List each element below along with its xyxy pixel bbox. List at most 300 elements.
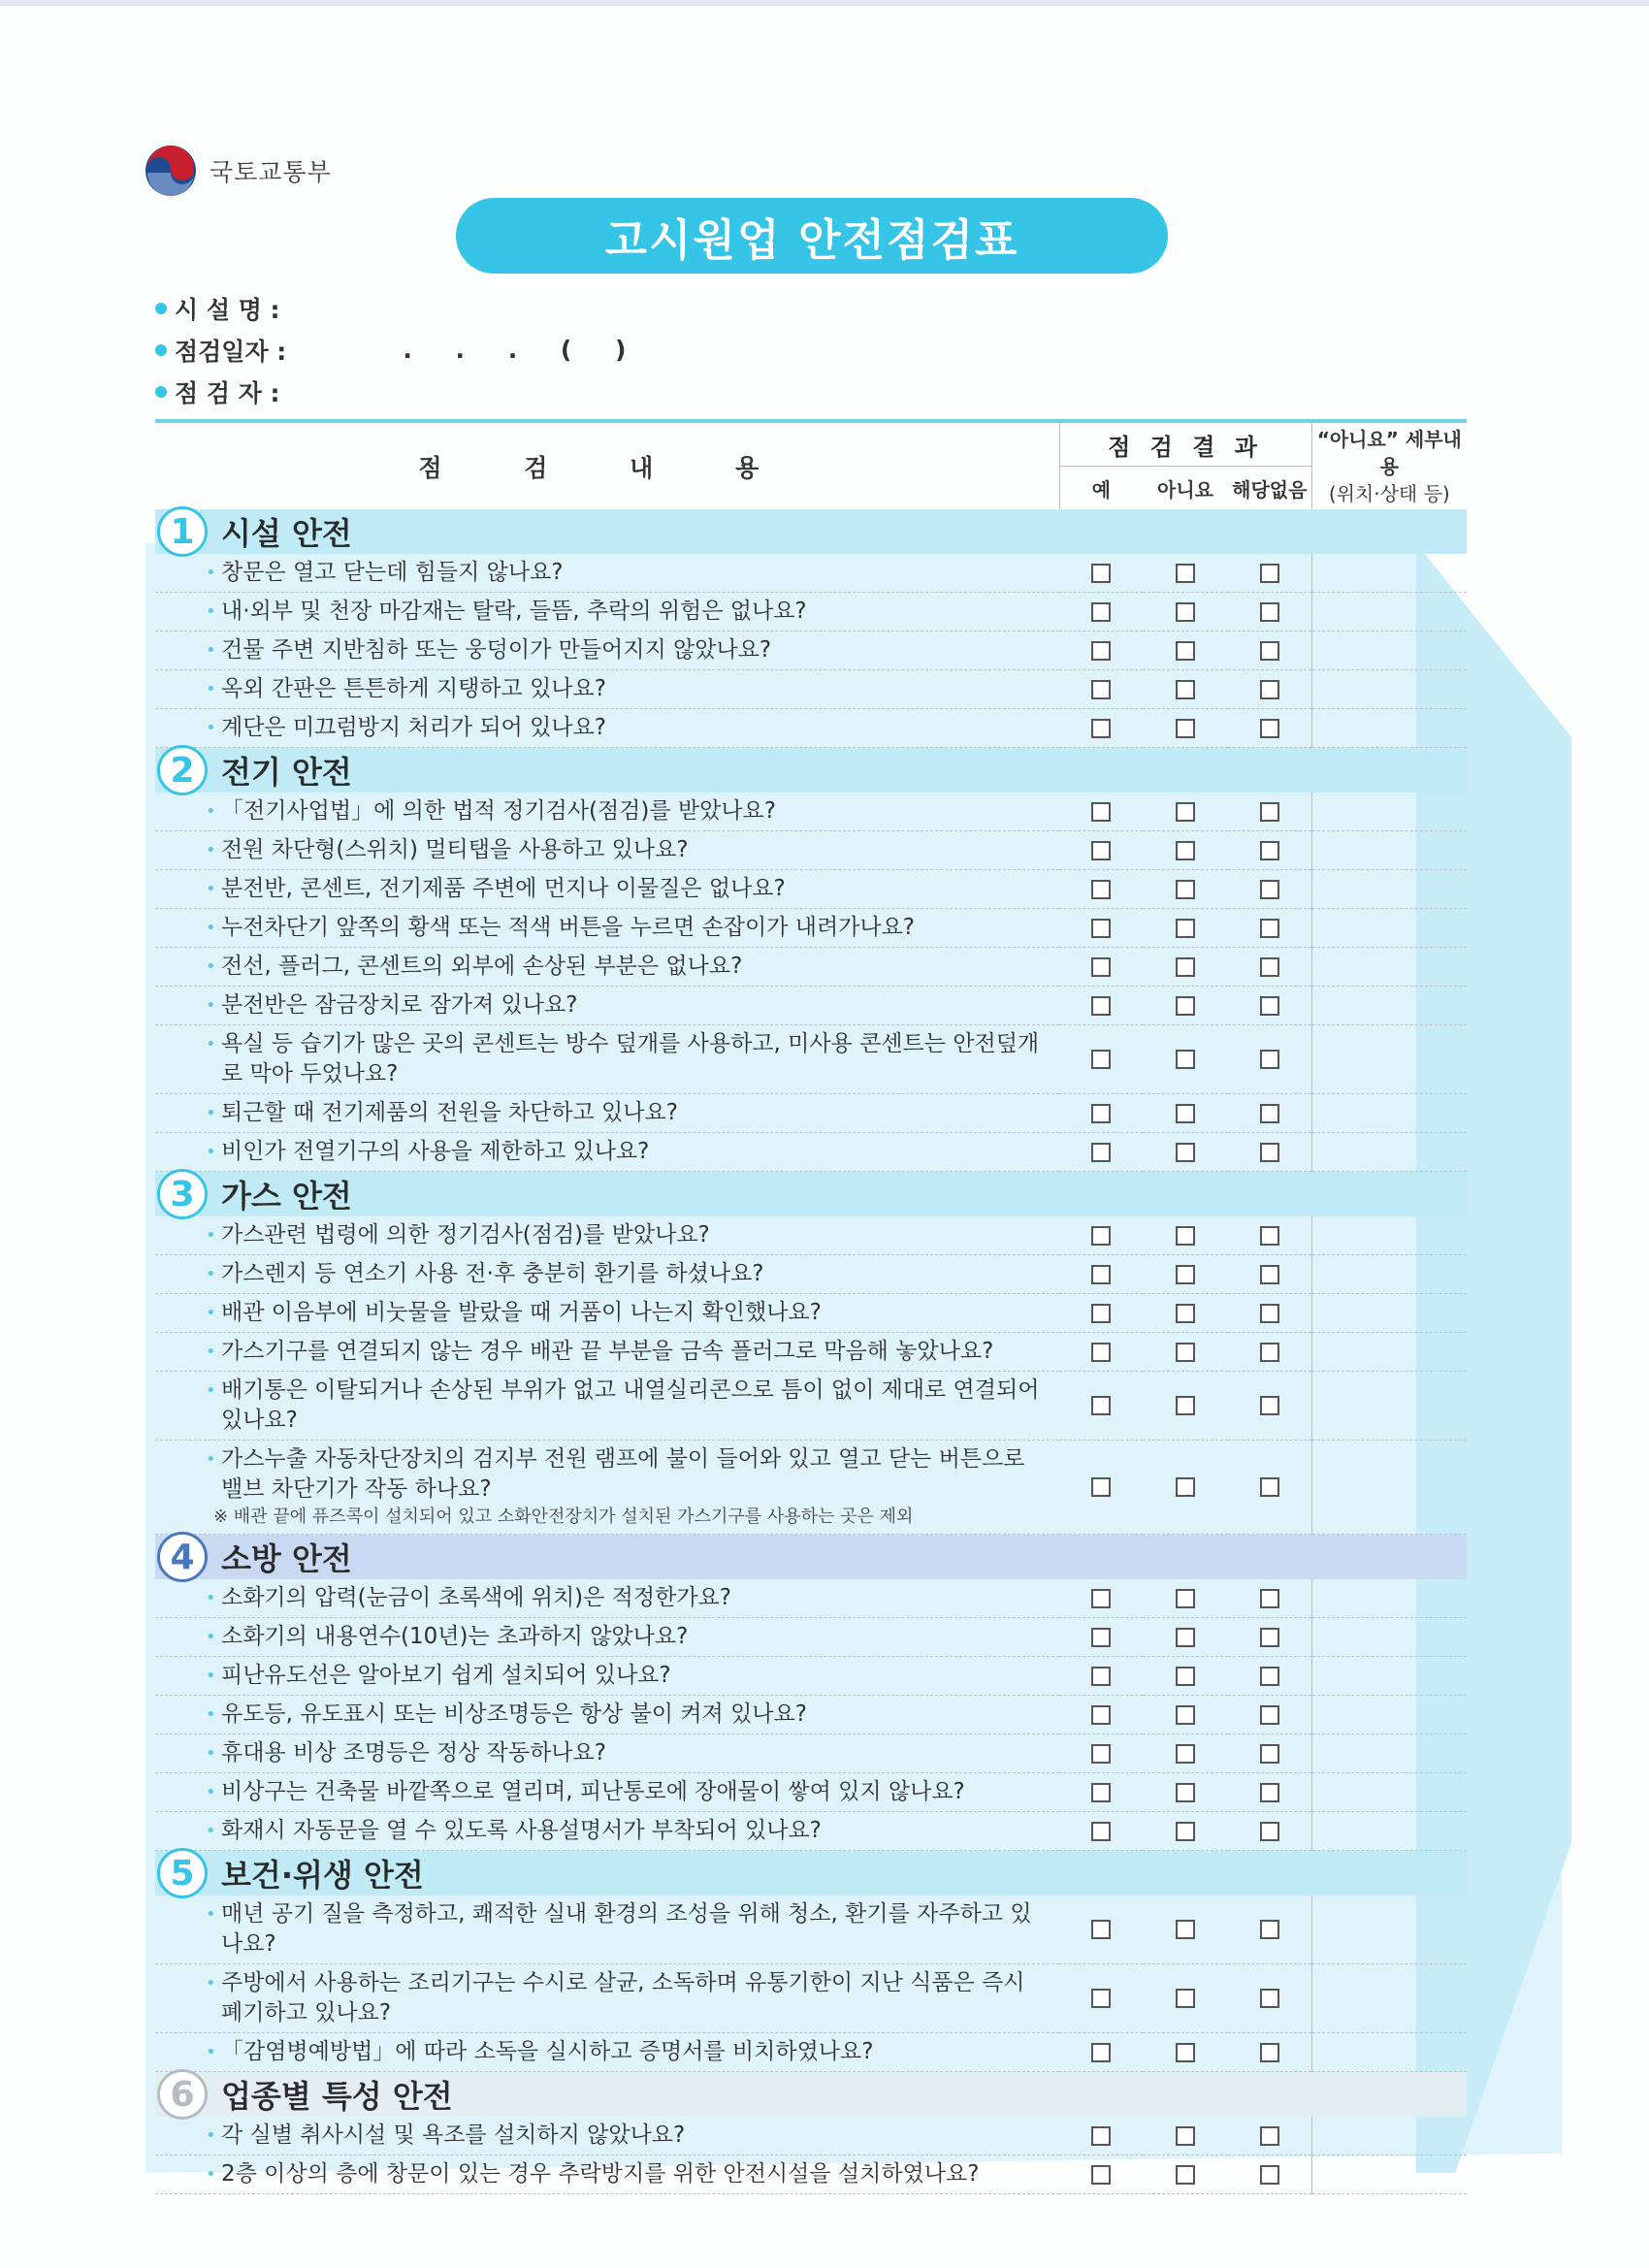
result-cell-yes [1059,870,1143,909]
result-cell-no [1143,1734,1228,1773]
checkbox-no[interactable] [1176,1667,1195,1686]
notes-cell[interactable] [1311,987,1467,1025]
result-cell-na [1228,870,1311,909]
result-cell-no [1143,1333,1228,1372]
result-cell-no [1143,1773,1228,1812]
checkbox-na[interactable] [1260,2126,1279,2146]
result-cell-yes [1059,2033,1143,2072]
result-cell-yes [1059,1734,1143,1773]
checkbox-no[interactable] [1176,1265,1195,1284]
notes-cell[interactable] [1311,1372,1467,1441]
checklist-row [155,1133,1467,1172]
checkbox-no[interactable] [1176,564,1195,583]
checkbox-no[interactable] [1176,1343,1195,1362]
notes-cell[interactable] [1311,2033,1467,2072]
checkbox-yes[interactable] [1091,680,1111,699]
notes-cell[interactable] [1311,1441,1467,1535]
result-cell-na [1228,2117,1311,2155]
checkbox-no[interactable] [1176,841,1195,860]
section-title: 업종별 특성 안전 [221,2078,453,2115]
checkbox-no[interactable] [1176,996,1195,1016]
checkbox-no[interactable] [1176,1143,1195,1162]
checkbox-no[interactable] [1176,2165,1195,2185]
notes-cell[interactable] [1311,632,1467,670]
notes-cell[interactable] [1311,1895,1467,1964]
result-cell-no [1143,870,1228,909]
checkbox-na[interactable] [1260,1104,1279,1123]
notes-cell[interactable] [1311,1133,1467,1172]
checkbox-yes[interactable] [1091,2043,1111,2062]
notes-cell[interactable] [1311,831,1467,870]
result-cell-no [1143,1895,1228,1964]
inspection-date-field[interactable] [155,329,643,371]
checkbox-yes[interactable] [1091,2126,1111,2146]
checkbox-na[interactable] [1260,1343,1279,1362]
checkbox-yes[interactable] [1091,1050,1111,1069]
checklist-question-cell [155,1333,1059,1372]
result-cell-na [1228,1895,1311,1964]
result-cell-no [1143,670,1228,709]
result-cell-no [1143,793,1228,831]
result-cell-yes [1059,1773,1143,1812]
checkbox-no[interactable] [1176,1304,1195,1323]
checklist-question-cell [155,793,1059,831]
checklist-question-cell [155,1094,1059,1133]
checklist-question-cell [155,1025,1059,1094]
bullet-icon [155,386,167,398]
checkbox-na[interactable] [1260,802,1279,822]
notes-cell[interactable] [1311,670,1467,709]
checkbox-na[interactable] [1260,1628,1279,1647]
checkbox-yes[interactable] [1091,641,1111,661]
result-cell-yes [1059,670,1143,709]
notes-cell[interactable] [1311,1964,1467,2033]
checklist-question: 가스관련 법령에 의한 정기검사(점검)를 받았나요? [221,1222,710,1247]
notes-cell[interactable] [1311,909,1467,948]
column-header-yes: 예 [1091,477,1111,502]
notes-cell[interactable] [1311,1294,1467,1333]
checkbox-no[interactable] [1176,680,1195,699]
result-cell-yes [1059,1441,1143,1535]
checklist-question-cell [155,670,1059,709]
result-cell-yes [1059,1294,1143,1333]
checklist-question: 「감염병예방법」에 따라 소독을 실시하고 증명서를 비치하였나요? [221,2039,874,2064]
column-header-na: 해당없음 [1228,467,1311,510]
checkbox-yes[interactable] [1091,880,1111,899]
result-cell-yes [1059,709,1143,748]
result-cell-yes [1059,1579,1143,1618]
checklist-question: 옥외 간판은 튼튼하게 지탱하고 있나요? [221,676,606,701]
checkbox-yes[interactable] [1091,1920,1111,1939]
section-header-inner [155,2072,1467,2117]
checklist-question-cell [155,1579,1059,1618]
result-cell-no [1143,1579,1228,1618]
checkbox-no[interactable] [1176,919,1195,938]
result-cell-na [1228,1333,1311,1372]
section-header-cell [155,1535,1467,1580]
checkbox-no[interactable] [1176,1104,1195,1123]
result-cell-no [1143,948,1228,987]
checkbox-na[interactable] [1260,641,1279,661]
checklist-question-cell [155,1294,1059,1333]
result-cell-no [1143,1812,1228,1851]
notes-cell[interactable] [1311,1579,1467,1618]
result-cell-yes [1059,554,1143,593]
result-cell-no [1143,1094,1228,1133]
result-cell-na [1228,1657,1311,1696]
result-cell-na [1228,909,1311,948]
result-cell-yes [1059,987,1143,1025]
checkbox-na[interactable] [1260,841,1279,860]
result-cell-no [1143,1133,1228,1172]
section-header-cell [155,2072,1467,2118]
checklist-row [155,1734,1467,1773]
result-cell-no [1143,987,1228,1025]
inspector-label: 점 검 자 : [175,378,280,407]
checkbox-yes[interactable] [1091,1304,1111,1323]
result-cell-yes [1059,948,1143,987]
result-cell-yes [1059,831,1143,870]
checklist-question: 각 실별 취사시설 및 욕조를 설치하지 않았나요? [221,2122,686,2148]
result-cell-no [1143,2155,1228,2194]
checkbox-na[interactable] [1260,1783,1279,1802]
notes-cell[interactable] [1311,1025,1467,1094]
result-cell-no [1143,709,1228,748]
result-cell-no [1143,1372,1228,1441]
notes-cell[interactable] [1311,2155,1467,2194]
result-cell-na [1228,1696,1311,1734]
result-cell-na [1228,1094,1311,1133]
checklist-row [155,1773,1467,1812]
taegeuk-logo-icon [144,144,198,198]
checklist-row [155,1372,1467,1441]
checkbox-na[interactable] [1260,1226,1279,1246]
checkbox-yes[interactable] [1091,1705,1111,1725]
checklist-question: 비인가 전열기구의 사용을 제한하고 있나요? [221,1139,650,1164]
notes-cell[interactable] [1311,1094,1467,1133]
checklist-question-cell [155,1216,1059,1255]
checklist-row [155,1964,1467,2033]
checklist-question: 유도등, 유도표시 또는 비상조명등은 항상 불이 켜져 있나요? [221,1701,807,1727]
result-cell-yes [1059,793,1143,831]
checkbox-no[interactable] [1176,880,1195,899]
checkbox-yes[interactable] [1091,1104,1111,1123]
result-cell-yes [1059,1255,1143,1294]
checkbox-yes[interactable] [1091,1396,1111,1415]
checklist-question-cell [155,554,1059,593]
notes-cell[interactable] [1311,2117,1467,2155]
checklist-question: 건물 주변 지반침하 또는 웅덩이가 만들어지지 않았나요? [221,637,772,663]
checklist-question-cell [155,870,1059,909]
column-header-no: 아니요 [1157,477,1213,502]
result-cell-yes [1059,1094,1143,1133]
checklist-question: 매년 공기 질을 측정하고, 쾌적한 실내 환경의 조성을 위해 청소, 환기를 자주하고 있나요? [221,1901,1032,1957]
checkbox-na[interactable] [1260,1705,1279,1725]
checklist-row [155,948,1467,987]
checklist-question: 창문은 열고 닫는데 힘들지 않나요? [221,560,564,585]
checklist-row [155,1657,1467,1696]
checklist-question: 분전반은 잠금장치로 잠가져 있나요? [221,992,578,1018]
checklist-row [155,1094,1467,1133]
checkbox-yes[interactable] [1091,719,1111,738]
checklist-question-cell [155,1964,1059,2033]
result-cell-na [1228,554,1311,593]
checkbox-na[interactable] [1260,1050,1279,1069]
checklist-row [155,1216,1467,1255]
checkbox-na[interactable] [1260,1477,1279,1497]
checkbox-yes[interactable] [1091,919,1111,938]
checklist-question-cell [155,909,1059,948]
checklist-footnote: ※ 배관 끝에 퓨즈콕이 설치되어 있고 소화안전장치가 설치된 가스기구를 사용하는 곳은 제외 [213,1507,914,1527]
checkbox-na[interactable] [1260,996,1279,1016]
checkbox-yes[interactable] [1091,1477,1111,1497]
checkbox-yes[interactable] [1091,1822,1111,1841]
checkbox-no[interactable] [1176,802,1195,822]
checklist-question-cell [155,2033,1059,2072]
result-cell-no [1143,2033,1228,2072]
checklist-row [155,909,1467,948]
checkbox-no[interactable] [1176,1744,1195,1764]
checkbox-yes[interactable] [1091,602,1111,622]
checklist-row [155,1696,1467,1734]
result-cell-no [1143,1441,1228,1535]
checkbox-na[interactable] [1260,564,1279,583]
section-header [155,1172,1467,1217]
checkbox-yes[interactable] [1091,957,1111,977]
checklist-question-cell [155,1441,1059,1535]
checklist-row [155,593,1467,632]
checklist-row [155,2117,1467,2155]
notes-cell[interactable] [1311,1333,1467,1372]
checkbox-no[interactable] [1176,1050,1195,1069]
checklist-question-cell [155,2155,1059,2194]
notes-cell[interactable] [1311,948,1467,987]
result-cell-no [1143,1255,1228,1294]
checkbox-yes[interactable] [1091,996,1111,1016]
result-cell-na [1228,1255,1311,1294]
checkbox-no[interactable] [1176,1920,1195,1939]
result-cell-yes [1059,1025,1143,1094]
checkbox-na[interactable] [1260,1396,1279,1415]
result-cell-na [1228,1133,1311,1172]
inspector-field[interactable] [155,371,643,412]
checkbox-no[interactable] [1176,2126,1195,2146]
section-title: 시설 안전 [221,515,352,552]
checkbox-yes[interactable] [1091,564,1111,583]
notes-cell[interactable] [1311,1696,1467,1734]
checklist-question: 「전기사업법」에 의한 법적 정기검사(점검)를 받았나요? [221,798,776,824]
checklist-question: 가스누출 자동차단장치의 검지부 전원 램프에 불이 들어와 있고 열고 닫는 버튼으로 밸브 차단기가 작동 하나요? [221,1446,1025,1502]
checkbox-no[interactable] [1176,1822,1195,1841]
checkbox-no[interactable] [1176,1396,1195,1415]
section-title: 가스 안전 [221,1178,352,1215]
checklist-question: 소화기의 압력(눈금이 초록색에 위치)은 적정한가요? [221,1585,731,1610]
notes-cell[interactable] [1311,1812,1467,1851]
section-title: 보건·위생 안전 [221,1857,424,1894]
inspection-date-label: 점검일자 : [175,337,287,366]
checklist-row [155,1812,1467,1851]
notes-cell[interactable] [1311,593,1467,632]
result-cell-na [1228,1216,1311,1255]
result-cell-na [1228,1025,1311,1094]
result-cell-na [1228,670,1311,709]
section-header-cell [155,1172,1467,1217]
facility-name-label: 시 설 명 : [175,295,280,324]
result-cell-na [1228,2033,1311,2072]
result-cell-no [1143,1964,1228,2033]
column-header-notes [1311,423,1467,509]
checklist-question: 누전차단기 앞쪽의 황색 또는 적색 버튼을 누르면 손잡이가 내려가나요? [221,915,916,940]
result-cell-na [1228,793,1311,831]
column-header-result: 점 검 결 과 [1059,423,1311,467]
checkbox-na[interactable] [1260,919,1279,938]
result-cell-yes [1059,1812,1143,1851]
checklist-row [155,1895,1467,1964]
checkbox-yes[interactable] [1091,1143,1111,1162]
result-cell-yes [1059,1618,1143,1657]
checklist-question: 주방에서 사용하는 조리기구는 수시로 살균, 소독하며 유통기한이 지난 식품은 즉시 폐기하고 있나요? [221,1970,1025,2025]
result-cell-na [1228,709,1311,748]
checklist-question-cell [155,709,1059,748]
facility-name-field[interactable] [155,287,643,329]
checkbox-na[interactable] [1260,2165,1279,2185]
notes-cell[interactable] [1311,1255,1467,1294]
checkbox-yes[interactable] [1091,1667,1111,1686]
checkbox-yes[interactable] [1091,1589,1111,1608]
checklist-question-cell [155,1734,1059,1773]
checklist-row [155,793,1467,831]
section-number-badge: 3 [157,1169,208,1219]
result-cell-yes [1059,1333,1143,1372]
checkbox-no[interactable] [1176,641,1195,661]
notes-cell[interactable] [1311,1216,1467,1255]
checkbox-yes[interactable] [1091,1989,1111,2008]
checklist-question-cell [155,1773,1059,1812]
checkbox-na[interactable] [1260,957,1279,977]
bullet-icon [155,344,167,356]
checkbox-no[interactable] [1176,2043,1195,2062]
section-number-badge: 4 [157,1532,208,1582]
notes-cell[interactable] [1311,554,1467,593]
section-header-cell [155,1851,1467,1896]
ministry-header [144,144,332,198]
section-header-cell [155,509,1467,554]
checklist-question: 퇴근할 때 전기제품의 전원을 차단하고 있나요? [221,1100,678,1125]
notes-header-rest: 세부내용 [1379,427,1462,478]
checklist-question-cell [155,593,1059,632]
checklist-question: 욕실 등 습기가 많은 곳의 콘센트는 방수 덮개를 사용하고, 미사용 콘센트는 안전덮개로 막아 두었나요? [221,1031,1040,1086]
checkbox-yes[interactable] [1091,1226,1111,1246]
checkbox-yes[interactable] [1091,1343,1111,1362]
checklist-question: 화재시 자동문을 열 수 있도록 사용설명서가 부착되어 있나요? [221,1818,822,1843]
checkbox-na[interactable] [1260,1589,1279,1608]
checkbox-na[interactable] [1260,680,1279,699]
checklist-question: 소화기의 내용연수(10년)는 초과하지 않았나요? [221,1624,689,1649]
checkbox-no[interactable] [1176,1783,1195,1802]
checkbox-na[interactable] [1260,880,1279,899]
checkbox-no[interactable] [1176,957,1195,977]
checkbox-na[interactable] [1260,1744,1279,1764]
checkbox-na[interactable] [1260,1920,1279,1939]
checkbox-yes[interactable] [1091,1628,1111,1647]
top-scan-edge [0,0,1649,6]
checkbox-yes[interactable] [1091,1265,1111,1284]
checkbox-yes[interactable] [1091,1783,1111,1802]
result-cell-na [1228,1964,1311,2033]
notes-cell[interactable] [1311,1734,1467,1773]
notes-cell[interactable] [1311,1773,1467,1812]
checkbox-no[interactable] [1176,1628,1195,1647]
result-cell-na [1228,1372,1311,1441]
checkbox-na[interactable] [1260,1822,1279,1841]
notes-cell[interactable] [1311,870,1467,909]
notes-cell[interactable] [1311,793,1467,831]
section-header [155,509,1467,554]
checkbox-na[interactable] [1260,2043,1279,2062]
checkbox-no[interactable] [1176,1589,1195,1608]
checkbox-na[interactable] [1260,1143,1279,1162]
checkbox-na[interactable] [1260,719,1279,738]
checkbox-no[interactable] [1176,719,1195,738]
result-cell-yes [1059,1133,1143,1172]
checklist-row [155,1025,1467,1094]
checklist-row [155,670,1467,709]
column-header-content: 점 검 내 용 [155,423,1059,509]
checklist-question-cell [155,2117,1059,2155]
checklist-question: 배기통은 이탈되거나 손상된 부위가 없고 내열실리콘으로 틈이 없이 제대로 연결되어 있나요? [221,1377,1040,1433]
checklist-question-cell [155,1372,1059,1441]
checklist-row [155,1294,1467,1333]
checkbox-yes[interactable] [1091,802,1111,822]
section-header-inner [155,1172,1467,1216]
result-cell-na [1228,1441,1311,1535]
checklist-table [155,423,1467,2194]
result-cell-na [1228,1734,1311,1773]
checkbox-na[interactable] [1260,1304,1279,1323]
checklist-question-cell [155,1255,1059,1294]
notes-cell[interactable] [1311,709,1467,748]
notes-cell[interactable] [1311,1657,1467,1696]
checkbox-no[interactable] [1176,1705,1195,1725]
checkbox-yes[interactable] [1091,2165,1111,2185]
checkbox-no[interactable] [1176,602,1195,622]
checkbox-yes[interactable] [1091,841,1111,860]
checkbox-no[interactable] [1176,1989,1195,2008]
result-cell-na [1228,1618,1311,1657]
result-cell-no [1143,554,1228,593]
checkbox-na[interactable] [1260,1265,1279,1284]
checkbox-no[interactable] [1176,1477,1195,1497]
result-cell-yes [1059,1216,1143,1255]
checklist-question: 전원 차단형(스위치) 멀티탭을 사용하고 있나요? [221,837,689,862]
section-title: 소방 안전 [221,1540,352,1577]
checklist-question: 비상구는 건축물 바깥쪽으로 열리며, 피난통로에 장애물이 쌓여 있지 않나요? [221,1779,965,1804]
result-cell-yes [1059,593,1143,632]
notes-cell[interactable] [1311,1618,1467,1657]
checkbox-na[interactable] [1260,1667,1279,1686]
result-cell-na [1228,1294,1311,1333]
checkbox-no[interactable] [1176,1226,1195,1246]
checkbox-na[interactable] [1260,602,1279,622]
section-header-cell [155,748,1467,794]
result-cell-no [1143,1216,1228,1255]
ministry-name: 국토교통부 [210,158,332,186]
checkbox-yes[interactable] [1091,1744,1111,1764]
checklist-question: 내·외부 및 천장 마감재는 탈락, 들뜸, 추락의 위험은 없나요? [221,599,807,624]
section-number-badge: 2 [157,745,208,795]
checkbox-na[interactable] [1260,1989,1279,2008]
section-header [155,748,1467,794]
